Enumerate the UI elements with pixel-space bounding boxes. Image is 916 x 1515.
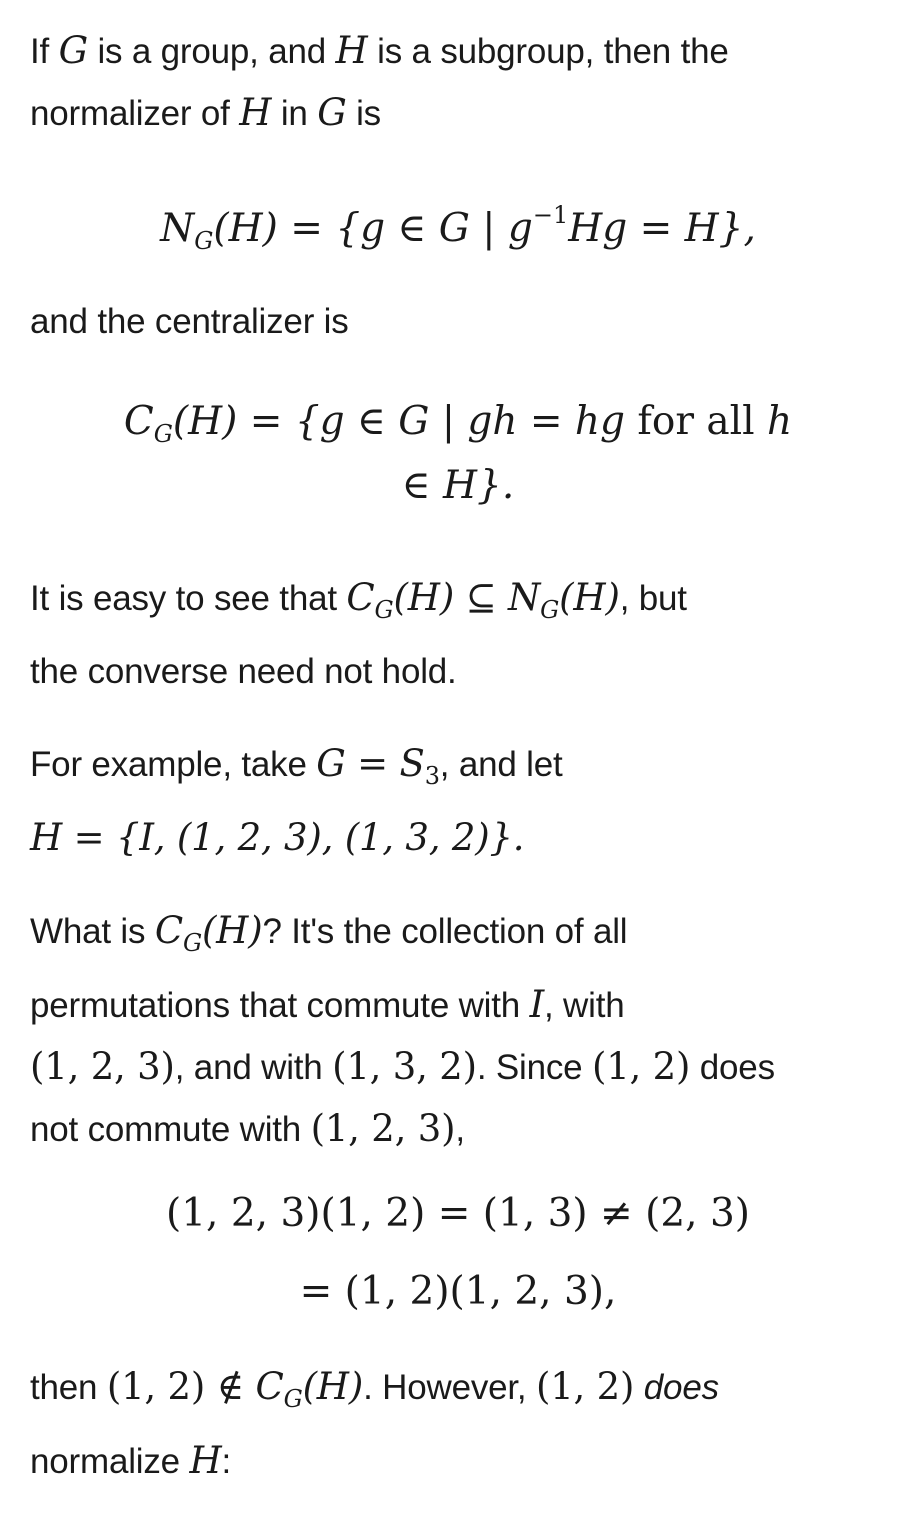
product-equation-line1 [0,1183,916,1245]
math-expr: (1, 2, 3) [310,1107,456,1150]
math-expr: G = S [316,742,425,785]
math-G: G [58,29,88,72]
math-N: N [160,206,195,251]
math-C: C [123,399,154,444]
text: permutations that commute with [30,986,530,1025]
math-I: I [529,983,544,1026]
text: and the centralizer is [30,302,349,341]
math-C: C [346,576,375,619]
text: , and let [439,745,563,784]
math-expr: (H) [302,1365,364,1408]
math-set-H: H = {I, (1, 2, 3), (1, 3, 2)}. [30,816,525,859]
text: It is easy to see that [30,579,347,618]
math-expr: (1, 3, 2) [332,1045,477,1088]
equation-part: ∈ H}. [401,463,515,508]
subscript: G [540,596,560,624]
subscript: G [194,227,214,255]
math-G: G [317,91,347,134]
text: . Since [476,1048,592,1087]
math-expr: (1, 2) [535,1365,635,1408]
text: : [221,1442,232,1481]
emphasis-text: does [643,1368,719,1407]
text: , [455,1110,465,1149]
text: normalize [30,1442,190,1481]
text: ? It's the collection of all [262,912,628,951]
text: is [346,94,381,133]
conclusion-paragraph [30,1356,890,1492]
text: , with [544,986,625,1025]
math-C: C [154,909,183,952]
math-h: h [766,399,793,444]
math-H: H [189,1439,222,1482]
centralizer-equation-line1 [0,391,916,465]
text: in [271,94,318,133]
math-C: C [255,1365,284,1408]
subscript: G [153,420,173,448]
normalizer-equation [0,184,916,272]
text: . However, [363,1368,536,1407]
text: then [30,1368,107,1407]
text: is a group, and [87,32,336,71]
product-equation-line2 [0,1261,916,1323]
math-H: H [239,91,272,134]
equation-lhs: (H) = {g ∈ G | g [213,206,533,251]
math-expr: (1, 2) [591,1045,691,1088]
equation-text: for all [625,399,767,444]
text: For example, take [30,745,317,784]
subscript: G [374,596,394,624]
math-expr: (H) [559,576,620,619]
superscript: −1 [532,201,569,229]
text: does [690,1048,775,1087]
text: What is [30,912,155,951]
inclusion-paragraph [30,567,890,702]
subscript: G [182,929,202,957]
equation-part: (H) = {g ∈ G | gh = hg [172,399,626,444]
question-paragraph [30,900,890,1160]
equation-rhs: Hg = H}, [568,206,756,251]
text: is a subgroup, then the [367,32,729,71]
text: the converse need not hold. [30,652,457,691]
centralizer-intro [30,291,890,352]
math-H: H [335,29,368,72]
math-expr: (H) [201,909,263,952]
text: If [30,32,59,71]
equation-part: = (1, 2)(1, 2, 3), [299,1269,617,1314]
example-paragraph [30,733,890,869]
math-expr: (1, 2) ∉ [106,1365,256,1408]
math-expr: (1, 2, 3) [30,1045,175,1088]
intro-paragraph [30,20,890,144]
centralizer-equation-line2 [0,455,916,517]
math-N: N [507,576,541,619]
text: , but [619,579,687,618]
subscript: G [283,1385,303,1413]
text: not commute with [30,1110,311,1149]
math-expr: (H) ⊆ [393,576,508,619]
text: normalizer of [30,94,240,133]
text: , and with [174,1048,333,1087]
equation-part: (1, 2, 3)(1, 2) = (1, 3) ≠ (2, 3) [166,1191,750,1236]
subscript: 3 [424,762,440,790]
